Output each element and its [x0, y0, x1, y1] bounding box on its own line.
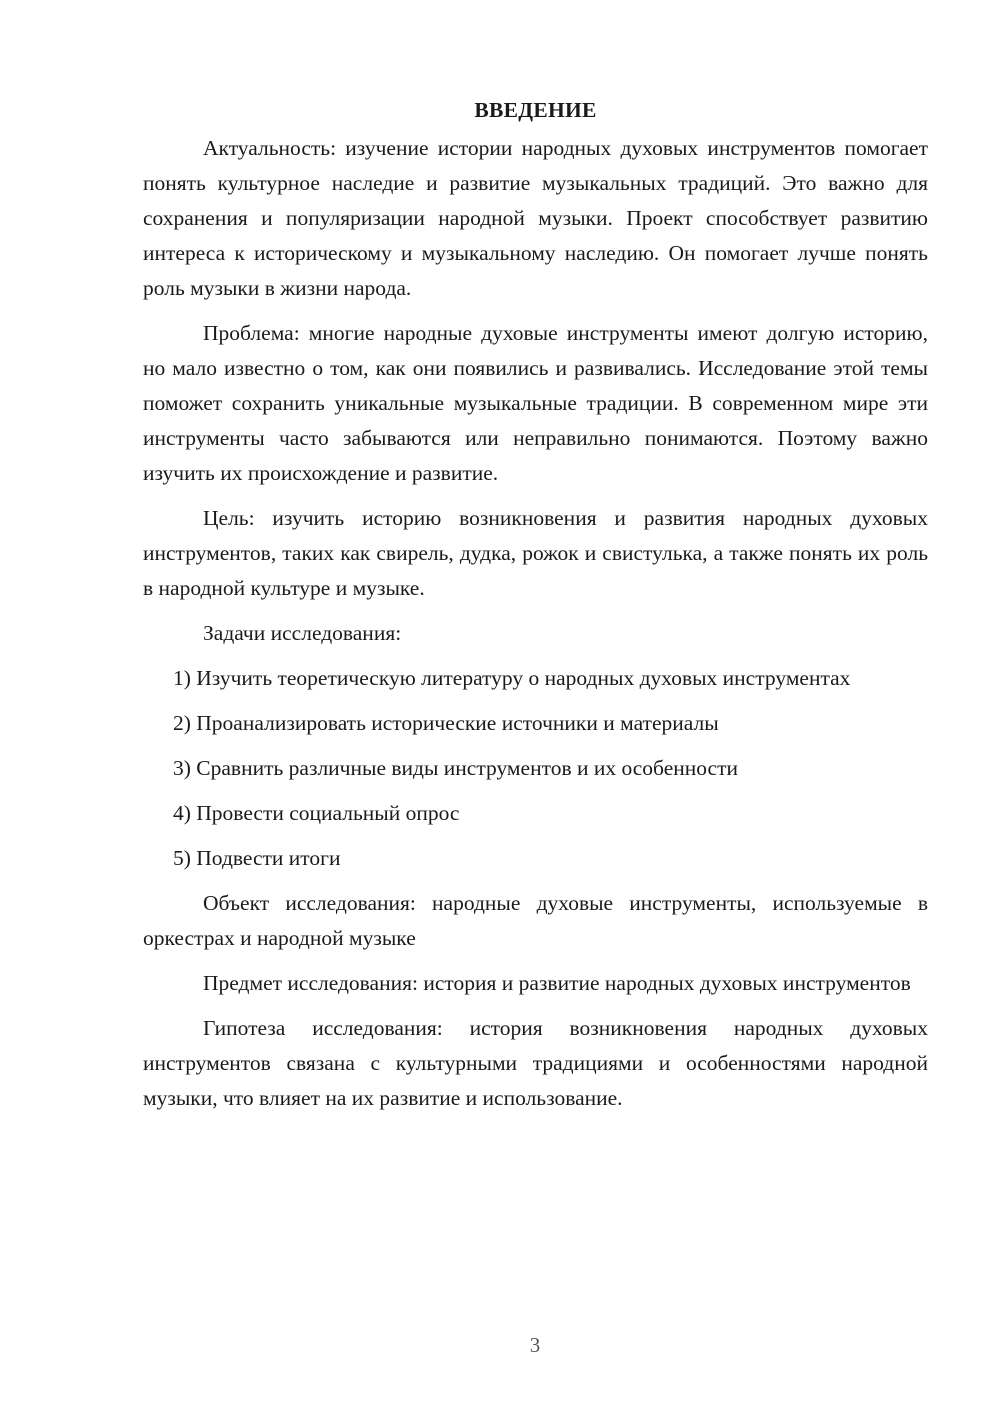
task-item: 1) Изучить теоретическую литературу о народных духовых инструментах	[173, 666, 851, 690]
section-title: ВВЕДЕНИЕ	[474, 98, 597, 122]
subject-paragraph: Предмет исследования: история и развитие народных духовых инструментов	[203, 971, 911, 995]
page-number: 3	[529, 1333, 541, 1357]
task-item: 5) Подвести итоги	[173, 846, 341, 870]
object-paragraph: Объект исследования: народные духовые инструменты, используемые в оркестрах и народной музыке	[143, 891, 928, 950]
problem-paragraph: Проблема: многие народные духовые инструменты имеют долгую историю, но мало известно о том, как они появились и развивались. Исследование этой темы поможет сохранить уникальные музыкальные традиции. В современном мире эти инструменты часто забываются или неправильно понимаются. Поэтому важно изучить их происхождение и развитие.	[143, 321, 928, 485]
goal-paragraph: Цель: изучить историю возникновения и развития народных духовых инструментов, таких как свирель, дудка, рожок и свистулька, а также понять их роль в народной культуре и музыке.	[143, 506, 928, 600]
task-item: 2) Проанализировать исторические источники и материалы	[173, 711, 719, 735]
hypothesis-paragraph: Гипотеза исследования: история возникновения народных духовых инструментов связана с культурными традициями и особенностями народной музыки, что влияет на их развитие и использование.	[143, 1016, 928, 1110]
tasks-heading: Задачи исследования:	[203, 621, 402, 645]
document-page	[143, 93, 928, 1126]
task-item: 3) Сравнить различные виды инструментов и их особенности	[173, 756, 738, 780]
task-item: 4) Провести социальный опрос	[173, 801, 460, 825]
relevance-paragraph: Актуальность: изучение истории народных духовых инструментов помогает понять культурное наследие и развитие музыкальных традиций. Это важно для сохранения и популяризации народной музыки. Проект способствует развитию интереса к историческому и музыкальному наследию. Он помогает лучше понять роль музыки в жизни народа.	[143, 136, 928, 300]
